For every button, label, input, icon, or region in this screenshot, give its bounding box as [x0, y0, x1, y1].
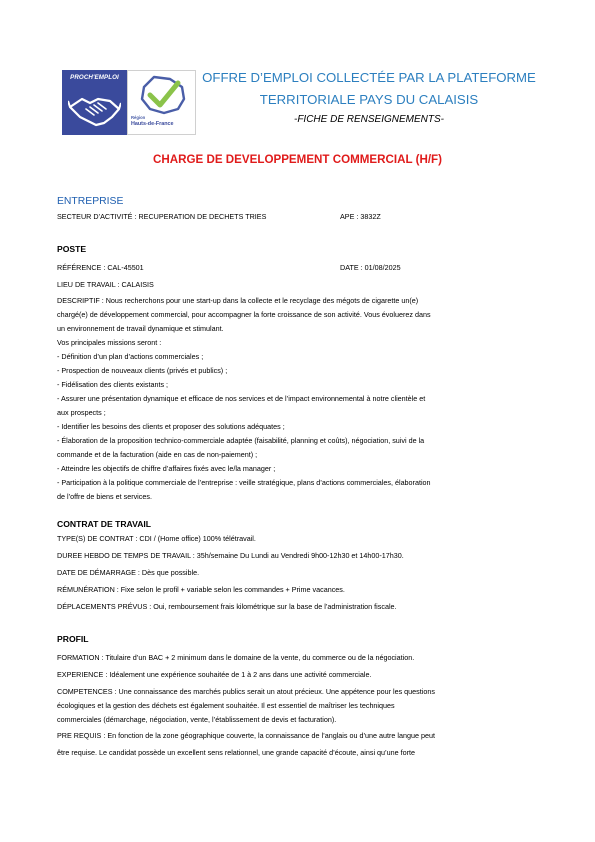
poste-line: - Définition d’un plan d’actions commerciales ;	[57, 352, 204, 361]
entreprise-secteur: SECTEUR D’ACTIVITÉ : RECUPERATION DE DECHETS TRIES	[57, 212, 267, 221]
profil-competences-line: commerciales (démarchage, négociation, vente, l’établissement de devis et facturation).	[57, 715, 337, 724]
poste-line: un environnement de travail dynamique et stimulant.	[57, 324, 224, 333]
poste-line: - Élaboration de la proposition technico-commerciale adaptée (faisabilité, planning et coûts), négociation, suivi de la	[57, 436, 425, 445]
poste-line: commande et de la facturation (aide en cas de non-paiement) ;	[57, 450, 258, 459]
section-heading-profil: PROFIL	[57, 634, 89, 644]
profil-prerequis-line: être requise. Le candidat possède un excellent sens relationnel, une grande capacité d’écoute, ainsi qu’une forte	[57, 748, 416, 757]
contrat-remuneration: RÉMUNÉRATION : Fixe selon le profil + variable selon les commandes + Prime vacances.	[57, 585, 345, 594]
logo-brand-text: PROCH'EMPLOI	[70, 74, 119, 81]
contrat-demarrage: DATE DE DÉMARRAGE : Dès que possible.	[57, 568, 200, 577]
poste-reference: RÉFÉRENCE : CAL-45501	[57, 263, 144, 272]
poste-date: DATE : 01/08/2025	[340, 263, 401, 272]
poste-lieu: LIEU DE TRAVAIL : CALAISIS	[57, 280, 154, 289]
poste-line: - Participation à la politique commerciale de l’entreprise : veille stratégique, plans d’actions commerciales, élaboration	[57, 478, 431, 487]
header-title-line2: TERRITORIALE PAYS DU CALAISIS	[259, 92, 479, 107]
section-heading-entreprise: ENTREPRISE	[57, 196, 124, 207]
profil-experience: EXPERIENCE : Idéalement une expérience souhaitée de 1 à 2 ans dans une activité commerciale.	[57, 670, 372, 679]
entreprise-ape: APE : 3832Z	[340, 212, 381, 221]
contrat-duree: DUREE HEBDO DE TEMPS DE TRAVAIL : 35h/semaine Du Lundi au Vendredi 9h00-12h30 et 14h00-17h30.	[57, 551, 404, 560]
poste-line: DESCRIPTIF : Nous recherchons pour une start-up dans la collecte et le recyclage des mégots de cigarette un(e)	[57, 296, 419, 305]
poste-line: de l’offre de biens et services.	[57, 492, 152, 501]
poste-line: - Assurer une présentation dynamique et efficace de nos services et de l’impact environnemental à notre clientèle et	[57, 394, 426, 403]
prochemploi-logo	[62, 70, 127, 135]
logo-region-small: Région	[131, 115, 146, 120]
job-title: CHARGE DE DEVELOPPEMENT COMMERCIAL (H/F)	[153, 153, 442, 166]
section-heading-contrat: CONTRAT DE TRAVAIL	[57, 519, 152, 529]
poste-line: - Fidélisation des clients existants ;	[57, 380, 169, 389]
prochemploi-region-logo	[62, 70, 196, 135]
region-map-icon	[136, 75, 188, 115]
contrat-type: TYPE(S) DE CONTRAT : CDI / (Home office) 100% télétravail.	[57, 534, 256, 543]
poste-line: - Identifier les besoins des clients et proposer des solutions adéquates ;	[57, 422, 285, 431]
profil-competences-line: écologiques et la gestion des déchets est également souhaitée. Il est essentiel de maîtriser les techniques	[57, 701, 395, 710]
contrat-deplacements: DÉPLACEMENTS PRÉVUS : Oui, remboursement frais kilométrique sur la base de l’administration fiscale.	[57, 602, 397, 611]
poste-line: - Prospection de nouveaux clients (privés et publics) ;	[57, 366, 228, 375]
header-title-line1: OFFRE D’EMPLOI COLLECTÉE PAR LA PLATEFORME	[202, 70, 536, 85]
header-subtitle: -FICHE DE RENSEIGNEMENTS-	[293, 114, 444, 125]
poste-line: Vos principales missions seront :	[57, 338, 162, 347]
profil-formation: FORMATION : Titulaire d’un BAC + 2 minimum dans le domaine de la vente, du commerce ou de la négociation.	[57, 653, 415, 662]
profil-competences-line: COMPETENCES : Une connaissance des marchés publics serait un atout précieux. Une appétence pour les questions	[57, 687, 435, 696]
profil-prerequis-line: PRE REQUIS : En fonction de la zone géographique couverte, la connaissance de l’anglais ou d’une autre langue peut	[57, 731, 435, 740]
poste-line: chargé(e) de développement commercial, pour accompagner la forte croissance de son activité. Vous évoluerez dans	[57, 310, 431, 319]
section-heading-poste: POSTE	[57, 244, 87, 254]
poste-line: - Atteindre les objectifs de chiffre d’affaires fixés avec le/la manager ;	[57, 464, 276, 473]
handshake-icon	[68, 87, 121, 131]
logo-region-name: Hauts-de-France	[131, 121, 174, 127]
poste-line: aux prospects ;	[57, 408, 106, 417]
hauts-de-france-logo	[127, 70, 196, 135]
